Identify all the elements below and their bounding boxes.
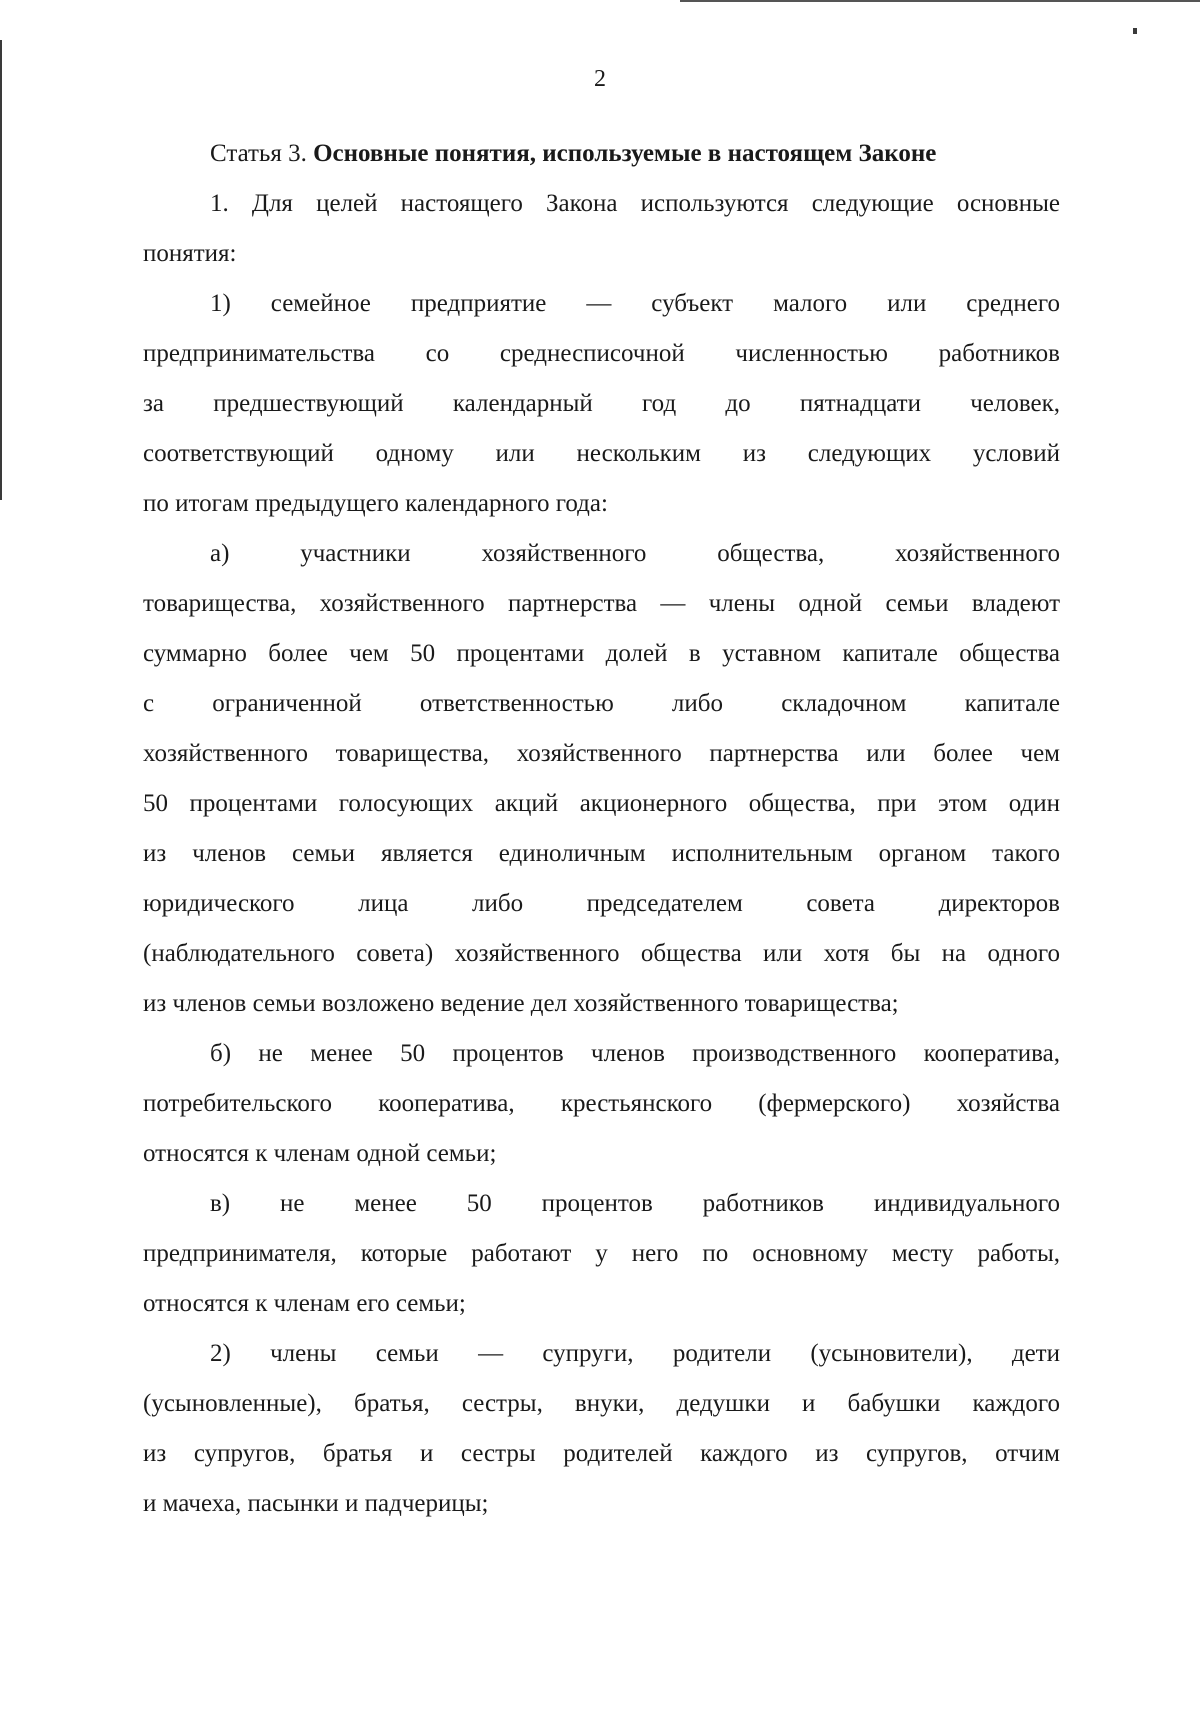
text-line: по итогам предыдущего календарного года: [143,490,608,517]
page-number: 2 [594,66,606,92]
text-line: соответствующий одному или нескольким из следующих условий [143,440,1060,467]
text-line: потребительского кооператива, крестьянского (фермерского) хозяйства [143,1090,1060,1117]
scan-dot [1133,28,1137,34]
text-line: б) не менее 50 процентов членов производственного кооператива, [210,1040,1060,1067]
text-line: юридического лица либо председателем совета директоров [143,890,1060,917]
text-line: а) участники хозяйственного общества, хозяйственного [210,540,1060,567]
text-line: в) не менее 50 процентов работников индивидуального [210,1190,1060,1217]
text-line: из членов семьи возложено ведение дел хозяйственного товарищества; [143,990,899,1017]
text-line: (наблюдательного совета) хозяйственного общества или хотя бы на одного [143,940,1060,967]
article-heading [210,140,936,168]
text-line: за предшествующий календарный год до пятнадцати человек, [143,390,1060,417]
text-line: и мачеха, пасынки и падчерицы; [143,1490,489,1517]
text-line: хозяйственного товарищества, хозяйственного партнерства или более чем [143,740,1060,767]
text-line: относятся к членам одной семьи; [143,1140,497,1167]
text-line: суммарно более чем 50 процентами долей в уставном капитале общества [143,640,1060,667]
scan-edge-line-left [0,40,2,500]
text-line: 2) члены семьи — супруги, родители (усыновители), дети [210,1340,1060,1367]
text-line: (усыновленные), братья, сестры, внуки, дедушки и бабушки каждого [143,1390,1060,1417]
text-line: относятся к членам его семьи; [143,1290,466,1317]
text-line: из супругов, братья и сестры родителей каждого из супругов, отчим [143,1440,1060,1467]
article-label: Статья 3. [210,140,307,167]
text-line: 1) семейное предприятие — субъект малого или среднего [210,290,1060,317]
text-line: из членов семьи является единоличным исполнительным органом такого [143,840,1060,867]
scan-edge-line-top [680,0,1200,2]
text-line: 50 процентами голосующих акций акционерного общества, при этом один [143,790,1060,817]
article-title: Основные понятия, используемые в настоящем Законе [313,140,937,167]
text-line: предпринимателя, которые работают у него по основному месту работы, [143,1240,1060,1267]
text-line: с ограниченной ответственностью либо складочном капитале [143,690,1060,717]
text-line: товарищества, хозяйственного партнерства — члены одной семьи владеют [143,590,1060,617]
text-line: предпринимательства со среднесписочной численностью работников [143,340,1060,367]
text-line: 1. Для целей настоящего Закона используются следующие основные [210,190,1060,217]
text-line: понятия: [143,240,237,267]
